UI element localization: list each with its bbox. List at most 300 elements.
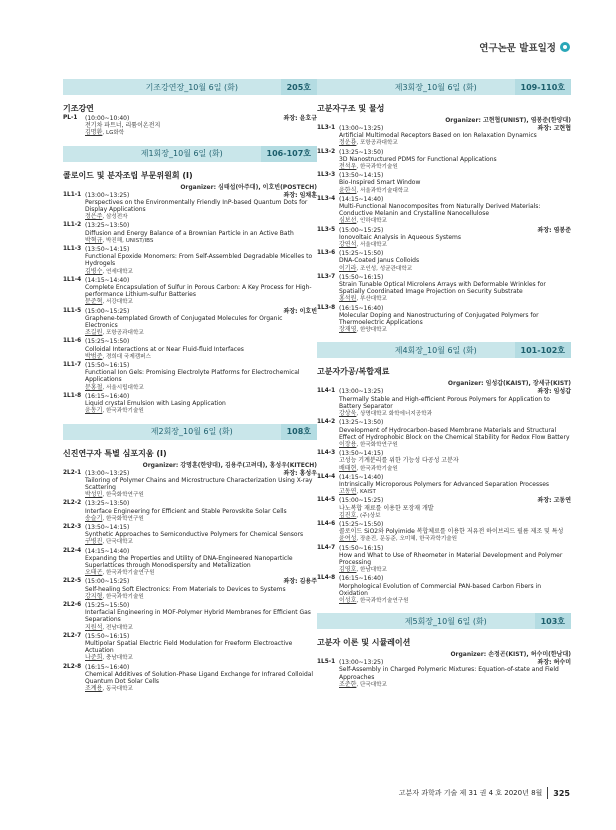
talk-code: 1L4-4	[317, 473, 336, 480]
talk-entry	[63, 500, 317, 523]
talk-entry	[63, 633, 317, 663]
talk-presenter: 홍석원	[339, 295, 357, 303]
footer-divider	[547, 787, 548, 799]
talk-title: Liquid crystal Emulsion with Lasing Application	[85, 400, 226, 408]
talk-body	[339, 196, 571, 226]
talk-entry	[63, 362, 317, 392]
talk-title: Tailoring of Polymer Chains and Microstructure Characterization Using X-ray Scattering	[85, 476, 313, 491]
talk-title: Self-Assembly in Charged Polymeric Mixtures: Equation-of-state and Field Approaches	[339, 666, 559, 681]
talk-time: (13:50~14:15)	[85, 246, 130, 254]
talk-presenter: 박성민	[85, 491, 103, 499]
talk-author	[339, 163, 571, 171]
talk-entry	[63, 664, 317, 694]
talk-affiliation: , 조인성, 성균관대학교	[356, 265, 413, 272]
session-room-title: 제1회장_10월 6일 (화)	[140, 149, 223, 159]
talk-time: (13:50~14:15)	[339, 450, 384, 458]
talk-author	[339, 187, 571, 195]
talk-code: 1L1-6	[63, 338, 82, 345]
talk-code: 1L1-4	[63, 276, 82, 283]
talk-time: (10:00~10:40)	[85, 115, 130, 122]
talk-entry	[63, 548, 317, 578]
talk-body	[85, 393, 317, 416]
session-room-title: 제5회장_10월 6일 (화)	[404, 616, 487, 626]
session-banner	[63, 146, 317, 162]
talk-entry	[63, 246, 317, 276]
talk-author	[85, 353, 317, 361]
talk-title: Ionovoltaic Analysis in Aqueous Systems	[339, 233, 462, 241]
talk-presenter: 오태곤	[85, 569, 103, 577]
talk-title: Strain Tunable Optical Microlens Arrays with Deformable Wrinkles for Spatially Coordinated Image Projection on Security Substrate	[339, 281, 546, 296]
talk-author	[85, 329, 317, 337]
talk-presenter: 박범준	[85, 352, 103, 360]
talk-affiliation: , 서울시립대학교	[102, 384, 144, 391]
talk-time-row	[339, 149, 571, 156]
talk-body	[339, 659, 571, 689]
talk-author	[85, 298, 317, 306]
talk-code: 1L4-1	[317, 388, 336, 395]
talk-presenter: 김병수	[85, 267, 103, 275]
talk-code: 1L4-2	[317, 419, 336, 426]
talk-affiliation: , (주)상보	[356, 512, 381, 519]
talk-body	[339, 172, 571, 195]
talk-body	[339, 227, 571, 250]
talk-code: 1L3-3	[317, 172, 336, 179]
talk-presenter: 강연석	[339, 241, 357, 249]
talk-time: (15:50~16:15)	[339, 544, 384, 552]
session-room-number: 103호	[535, 613, 571, 629]
talk-time: (15:50~16:15)	[339, 273, 384, 281]
talk-body	[339, 250, 571, 273]
talk-title: Interfacial Engineering in MOF-Polymer Hybrid Membranes for Efficient Gas Separations	[85, 609, 311, 624]
talk-entry	[317, 450, 571, 473]
talk-affiliation: , 한국과학기술연구원	[102, 570, 155, 577]
talk-chair: 좌장: 이호빈	[283, 307, 317, 315]
talk-chair: 좌장: 윤호규	[283, 115, 317, 122]
talk-entry	[317, 521, 571, 544]
talk-time: (16:15~16:40)	[85, 663, 130, 671]
talk-entry	[317, 250, 571, 273]
talk-chair: 좌장: 허수미	[537, 659, 571, 667]
talk-code: 1L3-8	[317, 304, 336, 311]
talk-time-row	[339, 545, 571, 552]
talk-author	[85, 654, 317, 662]
talk-code: 2L2-8	[63, 663, 82, 670]
talk-entry	[317, 149, 571, 172]
talk-entry	[317, 388, 571, 418]
session-room-number: 108호	[281, 424, 317, 440]
talk-time: (14:15~14:40)	[85, 547, 130, 555]
talk-affiliation: , 한국과학기술원	[356, 465, 398, 472]
talk-time-row	[339, 659, 571, 666]
talk-time-row	[85, 362, 317, 369]
talk-title: Interface Engineering for Efficient and Stable Perovskite Solar Cells	[85, 507, 287, 515]
talk-chair: 좌장: 고현협	[537, 125, 571, 132]
talk-presenter: 심보선	[339, 217, 357, 225]
talk-presenter: 정은주	[85, 213, 103, 221]
talk-body	[85, 277, 317, 307]
talk-time-row	[339, 474, 571, 481]
talk-author	[339, 326, 571, 334]
talk-code: 1L3-5	[317, 226, 336, 233]
talk-time-row	[85, 246, 317, 253]
talk-presenter: 고동연	[339, 488, 357, 496]
talk-title: Artificial Multimodal Receptors Based on Ion Relaxation Dynamics	[339, 132, 537, 140]
talk-body	[85, 308, 317, 338]
session-banner	[317, 342, 571, 358]
talk-time: (13:00~13:25)	[339, 659, 384, 667]
talk-body	[85, 602, 317, 632]
talk-title: 3D Nanostructured PDMS for Functional Applications	[339, 155, 497, 163]
talk-entry	[317, 196, 571, 226]
talk-time: (14:15~14:40)	[339, 195, 384, 203]
session-title: 고분자구조 및 물성	[317, 104, 385, 113]
talk-title: How and What to Use of Rheometer in Material Development and Polymer Processing	[339, 551, 563, 566]
talk-entry	[63, 524, 317, 547]
talk-title: Molecular Doping and Nanostructuring of Conjugated Polymers for Thermoelectric Applications	[339, 311, 539, 327]
talk-presenter: 김명환	[85, 129, 103, 137]
talk-affiliation: , 서울대학교	[356, 242, 387, 249]
talk-title: Graphene-templated Growth of Conjugated Molecules for Organic Electronics	[85, 314, 283, 330]
talk-presenter: 나준희	[85, 654, 103, 662]
talk-chair: 좌장: 임성갑	[537, 388, 571, 396]
talk-time: (13:00~13:25)	[85, 469, 130, 477]
talk-code: 1L4-6	[317, 520, 336, 527]
header-title: 연구논문 발표일정	[479, 43, 556, 54]
talk-time: (15:25~15:50)	[339, 520, 384, 528]
talk-affiliation: , 한국화학연구원	[102, 515, 144, 522]
session-banner	[63, 79, 317, 95]
session-organizer: Organizer: 임성갑(KAIST), 장세규(KIST)	[447, 380, 571, 388]
talk-presenter: 김영호	[339, 566, 357, 574]
talk-body	[339, 545, 571, 575]
talk-affiliation: , 상명대학교 화학에너지공학과	[356, 411, 432, 418]
talk-entry	[63, 470, 317, 500]
talk-body	[85, 578, 317, 601]
talk-time-row	[85, 664, 317, 671]
talk-code: 1L3-7	[317, 273, 336, 280]
page-number: 325	[553, 788, 570, 798]
talk-entry	[63, 602, 317, 632]
talk-title: Multi-Functional Nanocomposites from Naturally Derived Materials: Conductive Melanin and Crystalline Nanocellulose	[339, 203, 541, 218]
talk-entry	[317, 125, 571, 148]
talk-time: (15:00~15:25)	[339, 497, 384, 505]
talk-affiliation: , KAIST	[356, 489, 376, 496]
talk-affiliation: , 한국과학기술원	[102, 593, 144, 600]
talk-chair: 좌장: 임채훈	[283, 191, 317, 199]
session-organizer: Organizer: 심태섭(아주대), 이호빈(POSTECH)	[180, 183, 317, 191]
talk-presenter: 윤여성	[339, 535, 357, 543]
talk-affiliation: , 단국대학교	[356, 681, 387, 688]
talk-title: Functional Epoxide Monomers: From Self-Assembled Degradable Micelles to Hydrogels	[85, 253, 313, 268]
talk-title: Development of Hydrocarbon-based Membrane Materials and Structural Effect of Hydrophobic Block on the Chemical Stability for Redox Flow Battery	[339, 426, 570, 441]
talk-title: Multipolar Spatial Electric Field Modulation for Freeform Electroactive Actuation	[85, 639, 293, 655]
talk-presenter: 이성호	[339, 596, 357, 604]
talk-time-row	[85, 633, 317, 640]
talk-chair: 좌장: 홍성우	[283, 469, 317, 477]
talk-time: (13:25~13:50)	[339, 148, 384, 156]
talk-presenter: 조계용	[85, 685, 103, 693]
talk-presenter: 배태현	[339, 464, 357, 472]
talk-body	[339, 575, 571, 605]
talk-body	[339, 450, 571, 473]
talk-code: 1L1-1	[63, 191, 82, 198]
talk-code: 2L2-7	[63, 632, 82, 639]
talk-time-row	[339, 575, 571, 582]
talk-body	[339, 419, 571, 449]
talk-code: 2L2-5	[63, 578, 82, 585]
talk-body	[85, 470, 317, 500]
talk-time-row	[339, 388, 571, 395]
talk-time-row	[85, 500, 317, 507]
session-room-title: 제4회장_10월 6일 (화)	[394, 345, 477, 355]
talk-affiliation: , 한국과학기술연구원	[356, 597, 409, 604]
talk-title: Colloidal Interactions at or Near Fluid-fluid Interfaces	[85, 345, 244, 353]
talk-body	[85, 115, 317, 138]
talk-entry	[63, 308, 317, 338]
talk-time: (16:15~16:40)	[85, 392, 130, 400]
talk-affiliation: , 경희대 국제캠퍼스	[102, 353, 151, 360]
talk-code: 2L2-4	[63, 547, 82, 554]
session-title: 고분자 이론 및 시뮬레이션	[317, 638, 411, 648]
talk-entry	[317, 497, 571, 520]
talk-title: Functional Ion Gels: Promising Electrolyte Platforms for Electrochemical Applications	[85, 369, 300, 384]
talk-code: 1L1-3	[63, 246, 82, 253]
session-room-number: 106-107호	[261, 146, 317, 162]
talk-time-row	[339, 419, 571, 426]
talk-time: (15:00~15:25)	[85, 578, 130, 586]
talk-title: Intrinsically Microporous Polymers for Advanced Separation Processes	[339, 480, 550, 488]
talk-title: Morphological Evolution of Commercial PAN-based Carbon Fibers in Oxidation	[339, 582, 542, 597]
talk-body	[85, 222, 317, 245]
talk-entry	[317, 274, 571, 304]
talk-code: PL-1	[63, 115, 78, 121]
talk-body	[85, 664, 317, 694]
session-banner	[63, 424, 317, 440]
talk-affiliation: , 충남대학교	[102, 655, 133, 662]
talk-presenter: 김진호	[339, 511, 357, 519]
talk-affiliation: , 서강대학교	[102, 299, 133, 306]
talk-presenter: 문준혁	[85, 298, 103, 306]
talk-time-row	[85, 338, 317, 345]
talk-entry	[63, 115, 317, 138]
talk-body	[85, 246, 317, 276]
talk-code: 2L2-6	[63, 601, 82, 608]
talk-code: 1L1-2	[63, 222, 82, 229]
talk-time: (16:15~16:40)	[339, 575, 384, 583]
talk-time-row	[85, 393, 317, 400]
talk-presenter: 강지형	[85, 592, 103, 600]
talk-affiliation: , 포항공과대학교	[356, 140, 398, 147]
talk-time: (13:25~13:50)	[339, 419, 384, 427]
talk-entry	[63, 338, 317, 361]
talk-entry	[317, 474, 571, 497]
session-title: 고분자가공/복합재료	[317, 367, 390, 377]
talk-presenter: 강상욱	[339, 410, 357, 418]
talk-body	[85, 500, 317, 523]
page-footer	[399, 787, 570, 799]
talk-time: (15:25~15:50)	[85, 601, 130, 609]
talk-title: Diffusion and Energy Balance of a Brownian Particle in an Active Bath	[85, 229, 294, 237]
talk-title: Thermally Stable and High-efficient Porous Polymers for Application to Battery Separator	[339, 395, 550, 410]
talk-code: 1L4-5	[317, 497, 336, 504]
talk-body	[339, 474, 571, 497]
talk-time-row	[85, 308, 317, 315]
talk-time-row	[339, 274, 571, 281]
talk-body	[339, 305, 571, 335]
talk-title: Perspectives on the Environmentally Friendly InP-based Quantum Dots for Display Applications	[85, 198, 308, 214]
talk-author	[339, 566, 571, 574]
talk-code: 2L2-1	[63, 469, 82, 476]
talk-time-row	[339, 172, 571, 179]
talk-author	[85, 407, 317, 415]
session-room-number: 109-110호	[515, 79, 571, 95]
talk-title: 콜로이드 SiO2와 Polyimide 복합체료를 이용한 저유전 하이브리드 필름 제조 및 특성	[339, 528, 564, 536]
session-room-number: 205호	[281, 79, 317, 95]
talk-body	[85, 362, 317, 392]
talk-time: (15:25~15:50)	[85, 338, 130, 346]
talk-title: Bio-Inspired Smart Window	[339, 179, 421, 187]
talk-presenter: 조준한	[339, 680, 357, 688]
talk-affiliation: , 한국화학연구원	[102, 492, 144, 499]
talk-code: 1L1-7	[63, 362, 82, 369]
talk-affiliation: , LG화학	[102, 130, 125, 137]
talk-body	[339, 274, 571, 304]
talk-presenter: 이장용	[339, 440, 357, 448]
talk-author	[339, 295, 571, 303]
talk-affiliation: , 장춘진, 문동준, 오미혜, 한국과학기술원	[356, 536, 458, 543]
talk-time-row	[85, 277, 317, 284]
session-title: 기조강연	[63, 104, 94, 113]
talk-author	[85, 268, 317, 276]
talk-time-row	[339, 497, 571, 504]
session-title: 콜로이드 및 분자조립 부문위원회 (I)	[63, 170, 193, 180]
talk-code: 1L1-5	[63, 307, 82, 314]
page-header	[479, 40, 570, 54]
talk-time-row	[339, 250, 571, 257]
talk-code: 2L2-2	[63, 500, 82, 507]
talk-affiliation: , 서울과학기술대학교	[356, 187, 409, 194]
session-room-title: 제3회장_10월 6일 (화)	[394, 82, 477, 92]
talk-chair: 좌장: 고동연	[537, 497, 571, 505]
talk-time: (16:15~16:40)	[339, 304, 384, 312]
talk-time: (13:00~13:25)	[339, 125, 384, 132]
talk-entry	[63, 393, 317, 416]
talk-presenter: 전석우	[339, 163, 357, 171]
talk-entry	[317, 575, 571, 605]
talk-title: Complete Encapsulation of Sulfur in Porous Carbon: A Key Process for High-performance Lithium-sulfur Batteries	[85, 284, 312, 299]
talk-presenter: 장재영	[339, 326, 357, 334]
talk-time: (15:50~16:15)	[85, 632, 130, 640]
talk-affiliation: , 부산대학교	[356, 296, 387, 303]
talk-title: 고성능 기계분리를 위한 기능성 다공성 고분자	[339, 457, 459, 465]
talk-time-row	[85, 222, 317, 229]
talk-presenter: 지원석	[85, 623, 103, 631]
session-banner	[317, 79, 571, 95]
talk-title: Expanding the Properties and Utility of DNA-Engineered Nanoparticle Superlattices through Monodispersity and Metallization	[85, 554, 293, 569]
talk-time: (13:00~13:25)	[85, 191, 130, 199]
talk-code: 1L4-3	[317, 450, 336, 457]
talk-time: (13:25~13:50)	[85, 222, 130, 230]
talk-entry	[317, 227, 571, 250]
talk-title: Self-healing Soft Electronics: From Materials to Devices to Systems	[85, 585, 286, 593]
talk-chair: 좌장: 염봉준	[537, 226, 571, 234]
talk-body	[339, 497, 571, 520]
talk-code: 1L1-8	[63, 392, 82, 399]
left-column	[63, 79, 317, 693]
talk-code: 2L2-3	[63, 523, 82, 530]
talk-author	[85, 129, 317, 137]
session-organizer: Organizer: 강명훈(한양대), 김용주(고려대), 홍성우(KITECH)	[142, 461, 317, 469]
talk-time-row	[339, 196, 571, 203]
talk-body	[339, 125, 571, 148]
talk-author	[339, 597, 571, 605]
talk-affiliation: , 인하대학교	[356, 218, 387, 225]
talk-author	[339, 139, 571, 147]
talk-author	[339, 512, 571, 520]
session-organizer: Organizer: 고현협(UNIST), 염봉준(한양대)	[445, 117, 571, 124]
talk-time: (14:15~14:40)	[85, 276, 130, 284]
talk-code: 1L3-6	[317, 250, 336, 257]
talk-author	[339, 217, 571, 225]
talk-body	[85, 548, 317, 578]
talk-code: 1L4-7	[317, 544, 336, 551]
talk-time: (15:50~16:15)	[85, 362, 130, 370]
talk-time-row	[85, 192, 317, 199]
talk-affiliation: , 한국화학연구원	[356, 441, 398, 448]
talk-presenter: 정운룡	[339, 139, 357, 147]
talk-title: 나노복합 재료를 이용한 포장재 개발	[339, 504, 434, 512]
talk-presenter: 윤한식	[339, 186, 357, 194]
session-organizer: Organizer: 손정곤(KIST), 허수미(한남대)	[450, 651, 571, 659]
talk-affiliation: , 동국대학교	[102, 686, 133, 693]
talk-time: (15:25~15:50)	[339, 250, 384, 258]
talk-code: 1L3-1	[317, 125, 336, 131]
footer-journal: 고분자 과학과 기술 제 31 권 4 호 2020년 8월	[398, 789, 543, 797]
talk-title: Synthetic Approaches to Semiconductive Polymers for Chemical Sensors	[85, 531, 304, 539]
talk-entry	[317, 172, 571, 195]
talk-time-row	[339, 227, 571, 234]
talk-code: 1L3-2	[317, 148, 336, 155]
talk-time: (15:00~15:25)	[339, 226, 384, 234]
talk-presenter: 구병진	[85, 538, 103, 546]
session-room-number: 101-102호	[515, 342, 571, 358]
talk-time-row	[85, 470, 317, 477]
talk-entry	[317, 545, 571, 575]
talk-entry	[63, 222, 317, 245]
talk-affiliation: , 한국과학기술원	[102, 408, 144, 415]
talk-author	[339, 410, 571, 418]
talk-time: (15:00~15:25)	[85, 307, 130, 315]
talk-body	[339, 149, 571, 172]
talk-author	[85, 685, 317, 693]
talk-affiliation: , 연세대학교	[102, 268, 133, 275]
talk-time-row	[85, 578, 317, 585]
talk-chair: 좌장: 김용주	[283, 578, 317, 586]
talk-author	[339, 488, 571, 496]
talk-entry	[317, 305, 571, 335]
talk-entry	[63, 277, 317, 307]
talk-body	[85, 633, 317, 663]
talk-title: 전기차 파트너, 리튬이온전지	[85, 122, 161, 130]
talk-affiliation: , 한남대학교	[356, 567, 387, 574]
talk-presenter: 문홍철	[85, 383, 103, 391]
talk-author	[85, 237, 317, 245]
talk-time-row	[85, 548, 317, 555]
talk-presenter: 윤동기	[85, 407, 103, 415]
talk-title: Chemical Additives of Solution-Phase Ligand Exchange for Infrared Colloidal Quantum Dot Solar Cells	[85, 670, 314, 685]
talk-author	[85, 593, 317, 601]
talk-time-row	[339, 125, 571, 132]
